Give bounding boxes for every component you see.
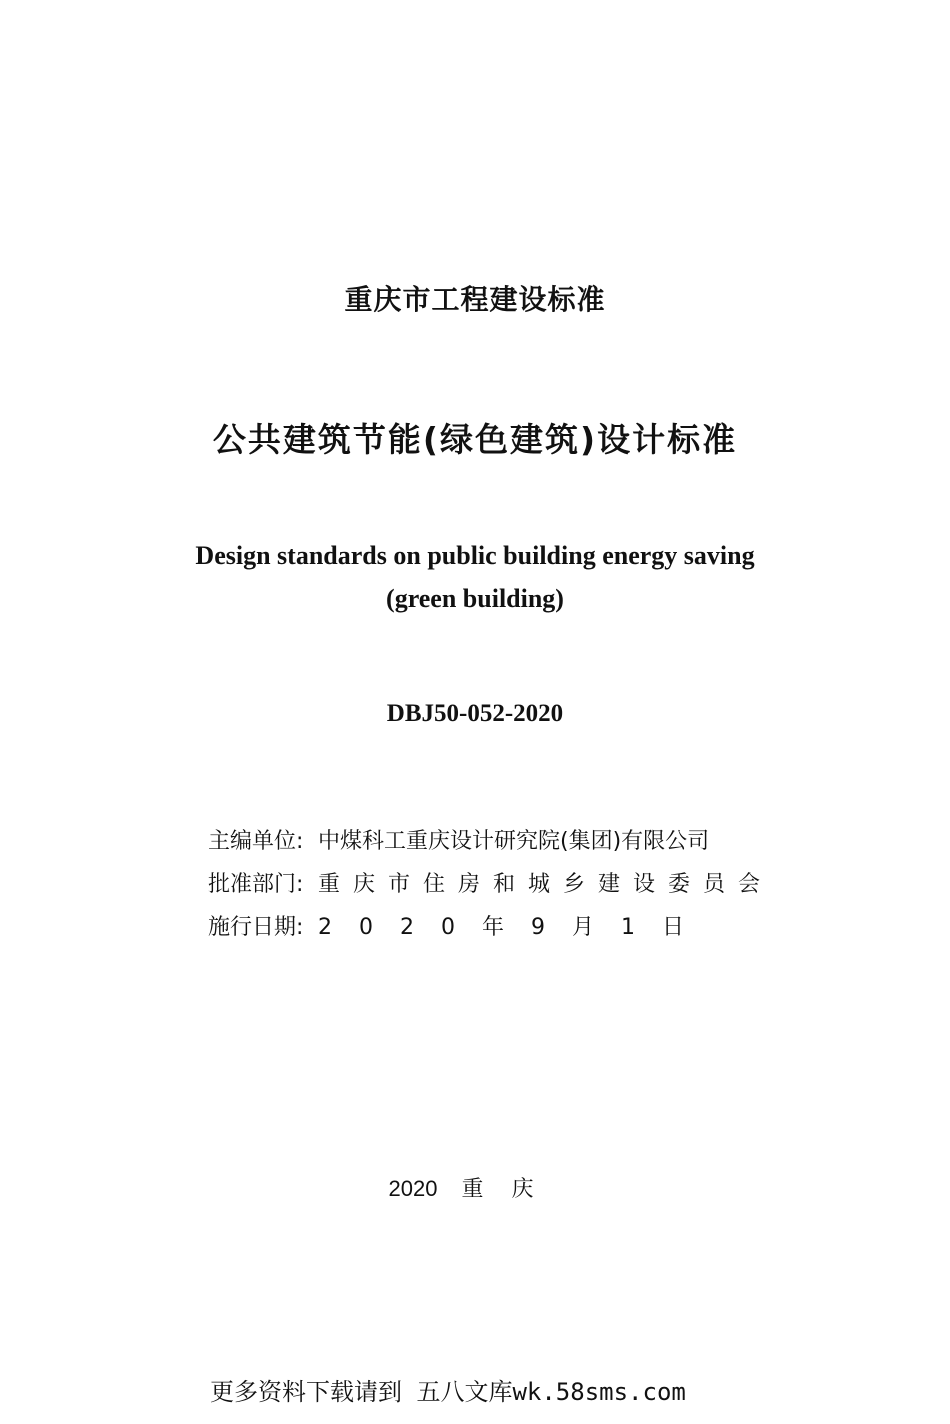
info-row-editor [208, 824, 778, 855]
title-english-line2: (green building) [386, 584, 564, 613]
footer [0, 1172, 950, 1203]
standard-code: DBJ50-052-2020 [386, 700, 564, 727]
title-english-line1: Design standards on public building energy saving [195, 541, 755, 570]
info-row-approver [208, 867, 778, 898]
footer-year: 2020 [388, 1176, 438, 1201]
info-value: 中煤科工重庆设计研究院(集团)有限公司 [318, 829, 710, 854]
title-chinese: 公共建筑节能(绿色建筑)设计标准 [212, 420, 738, 459]
footer-city: 重庆 [461, 1177, 562, 1202]
info-label: 批准部门: [208, 872, 304, 897]
info-value: 2020年9月1日 [318, 915, 711, 940]
info-value: 重庆市住房和城乡建设委员会 [318, 872, 774, 897]
info-label: 主编单位: [208, 829, 304, 854]
info-label: 施行日期: [208, 915, 304, 940]
watermark-text: 更多资料下载请到 五八文库wk.58sms.com [210, 1378, 686, 1406]
info-row-effective-date [208, 910, 778, 941]
standard-series: 重庆市工程建设标准 [344, 283, 606, 316]
